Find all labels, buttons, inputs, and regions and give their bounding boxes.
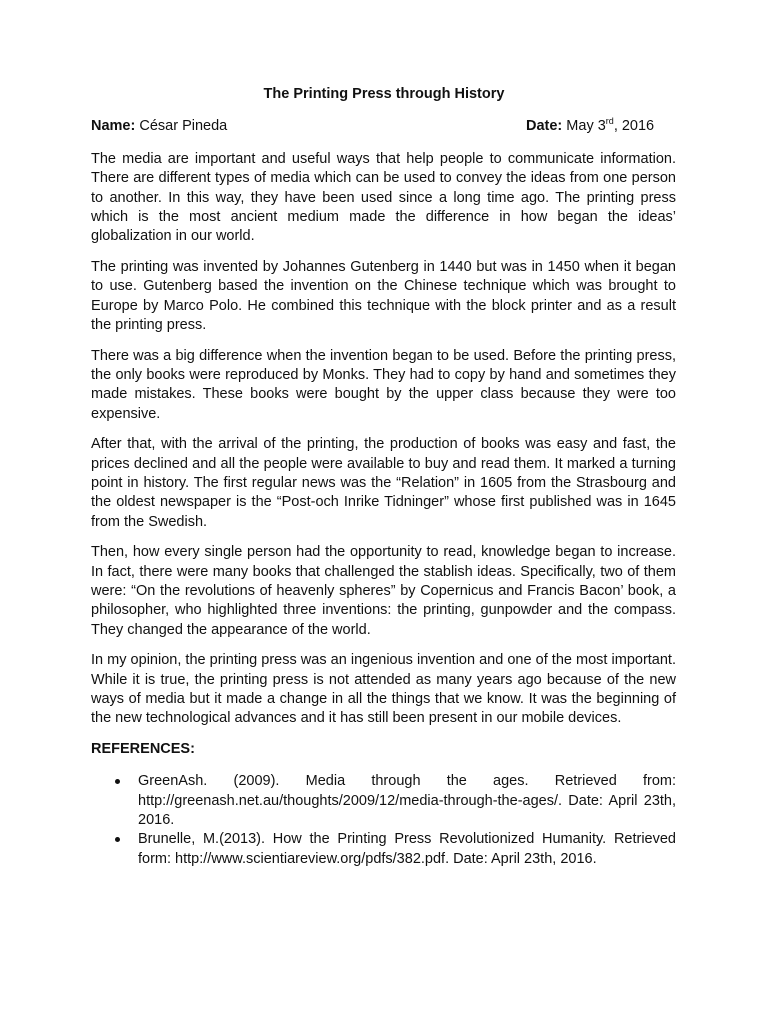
reference-item-1: GreenAsh. (2009). Media through the ages. Retrieved from: http://greenash.net.au/thoughts/2009/12/media-through-the-ages/. Date: April 23th, 2016. [138, 772, 676, 830]
document-title: The Printing Press through History [263, 86, 505, 102]
reference-item-2: Brunelle, M.(2013). How the Printing Press Revolutionized Humanity. Retrieved form: http://www.scientiareview.org/pdfs/382.pdf. Date: April 23th, 2016. [138, 830, 676, 869]
author-line [91, 116, 227, 136]
date-line [526, 116, 654, 136]
paragraph-6: In my opinion, the printing press was an ingenious invention and one of the most important. While it is true, the printing press is not attended as many years ago because of the new ways of media but it made a change in all the things that we know. It was the beginning of the new technological advances and it has still been present in our mobile devices. [91, 652, 676, 727]
paragraph-5: Then, how every single person had the opportunity to read, knowledge began to increase. In fact, there were many books that challenged the stablish ideas. Specifically, two of them were: “On the revolutions of heavenly spheres” by Copernicus and Francis Bacon’ book, a philosopher, who highlighted three inventions: the printing, gunpowder and the compass. They changed the appearance of the world. [91, 544, 676, 638]
date-ordinal-suffix: rd [605, 116, 614, 126]
date-year: , 2016 [613, 118, 655, 134]
paragraph-1: The media are important and useful ways that help people to communicate information. There are different types of media which can be used to convey the ideas from one person to another. In this way, they have been used since a long time ago. The printing press which is the most ancient medium made the difference in how began the ideas’ globalization in our world. [91, 151, 676, 245]
document-meta [91, 116, 676, 136]
paragraph-2: The printing was invented by Johannes Gutenberg in 1440 but was in 1450 when it began to use. Gutenberg based the invention on the Chinese technique which was brought to Europe by Marco Polo. He combined this technique with the block printer and as a result the printing press. [91, 258, 676, 333]
author-name: César Pineda [139, 118, 228, 134]
document-body [91, 150, 676, 869]
date-label: Date: [526, 118, 563, 134]
references-heading: REFERENCES: [91, 741, 195, 758]
name-label: Name: [91, 118, 136, 134]
date-month-day: May 3 [566, 118, 606, 134]
paragraph-3: There was a big difference when the invention began to be used. Before the printing press, the only books were reproduced by Monks. They had to copy by hand and sometimes they made mistakes. These books were bought by the upper class because they were too expensive. [91, 347, 676, 422]
references-list [91, 772, 676, 868]
date-value [566, 118, 654, 134]
paragraph-4: After that, with the arrival of the printing, the production of books was easy and fast, the prices declined and all the people were available to buy and read them. It marked a turning point in history. The first regular news was the “Relation” in 1605 from the Strasbourg and the oldest newspaper is the “Post-och Inrike Tidninger” whose first published was in 1645 from the Swedish. [91, 436, 676, 530]
